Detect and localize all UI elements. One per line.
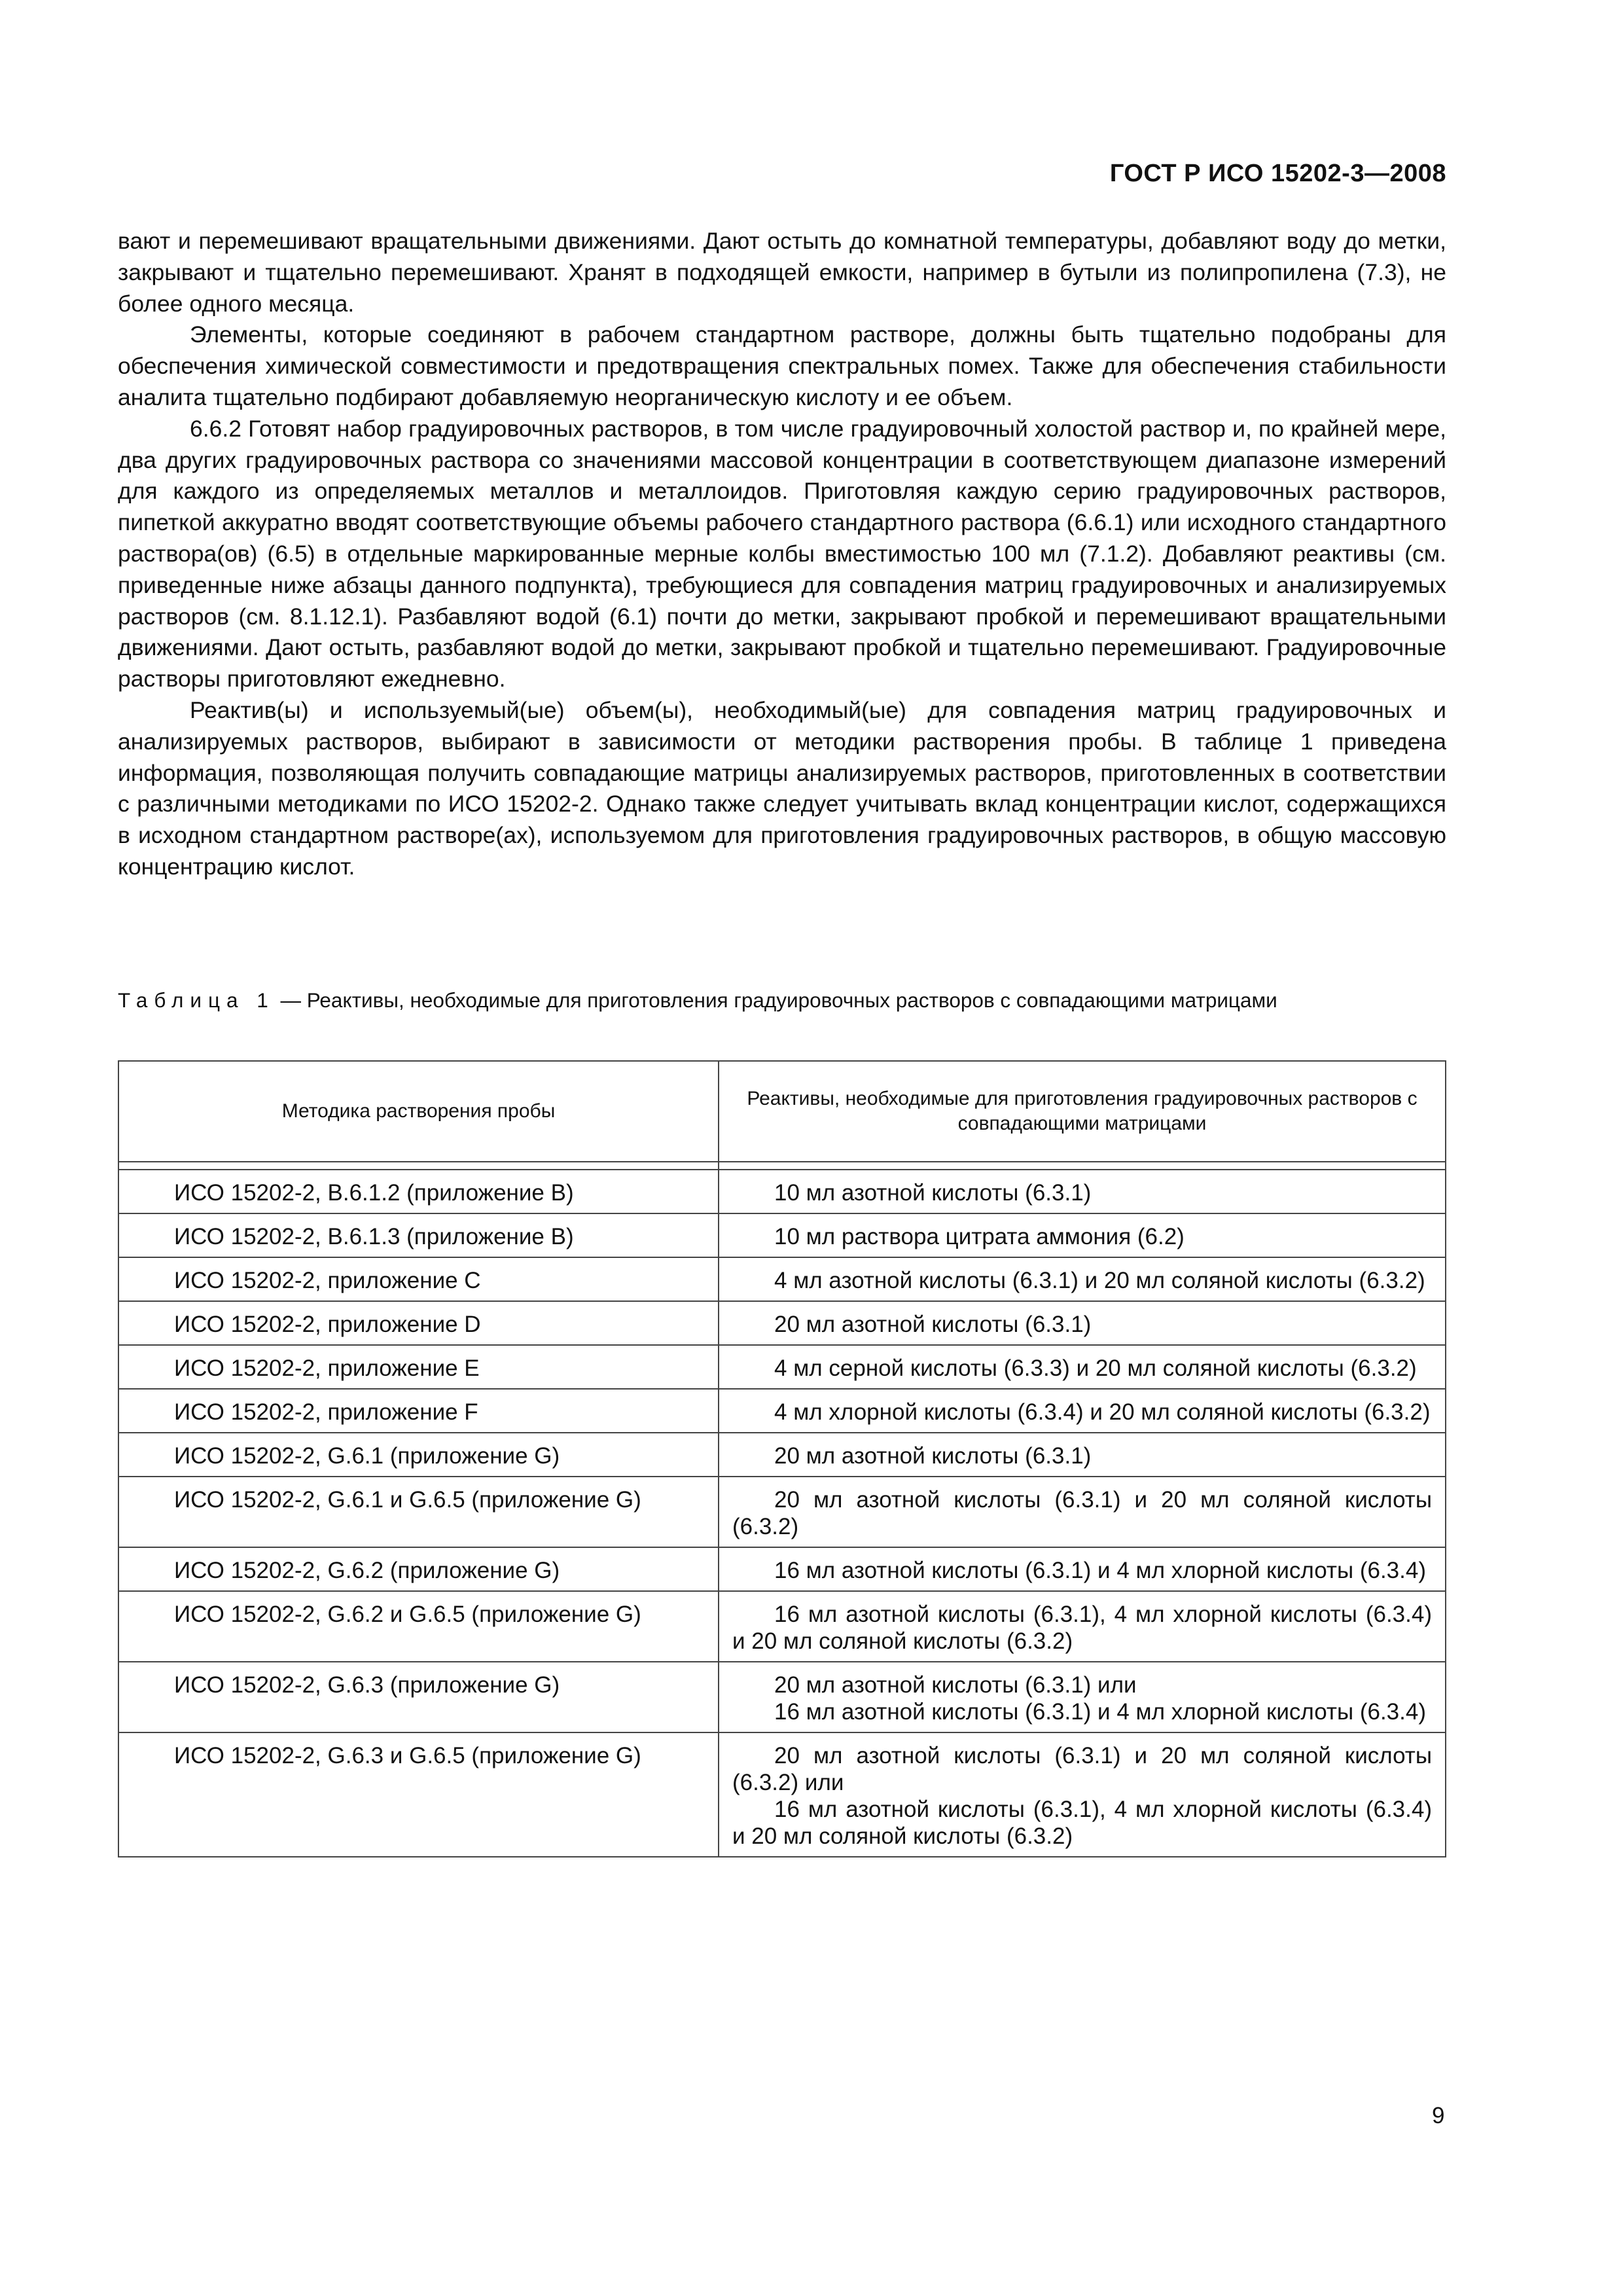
reagent-line: 20 мл азотной кислоты (6.3.1) <box>774 1443 1092 1469</box>
reagents-cell <box>719 1433 1446 1477</box>
column-header-reagents: Реактивы, необходимые для приготовления градуировочных растворов с совпадающими матрицами <box>719 1061 1446 1162</box>
body-text <box>118 226 1446 883</box>
reagents-cell <box>719 1301 1446 1345</box>
table-row <box>118 1477 1446 1547</box>
table-row <box>118 1591 1446 1662</box>
reagent-line: 16 мл азотной кислоты (6.3.1), 4 мл хлорной кислоты (6.3.4) и 20 мл соляной кислоты (6.3.2) <box>732 1797 1432 1849</box>
method-cell: ИСО 15202-2, приложение Е <box>118 1345 719 1389</box>
document-code: ГОСТ Р ИСО 15202-3—2008 <box>1109 160 1446 187</box>
table-row <box>118 1662 1446 1732</box>
reagent-line: 4 мл хлорной кислоты (6.3.4) и 20 мл соляной кислоты (6.3.2) <box>774 1399 1431 1425</box>
method-cell: ИСО 15202-2, В.6.1.3 (приложение В) <box>118 1213 719 1257</box>
reagent-line: 4 мл азотной кислоты (6.3.1) и 20 мл соляной кислоты (6.3.2) <box>774 1268 1425 1293</box>
reagent-line: 10 мл азотной кислоты (6.3.1) <box>774 1180 1092 1206</box>
paragraph: 6.6.2 Готовят набор градуировочных растворов, в том числе градуировочный холостой раствор и, по крайней мере, два других градуировочных раствора со значениями массовой концентрации в соответствующем диапазоне измерений для каждого из определяемых металлов и металлоидов. Приготовляя каждую серию градуировочных растворов, пипеткой аккуратно вводят соответствующие объемы рабочего стандартного раствора (6.6.1) или исходного стандартного раствора(ов) (6.5) в отдельные маркированные мерные колбы вместимостью 100 мл (7.1.2). Добавляют реактивы (см. приведенные ниже абзацы данного подпункта), требующиеся для совпадения матриц градуировочных и анализируемых растворов (см. 8.1.12.1). Разбавляют водой (6.1) почти до метки, закрывают пробкой и перемешивают вращательными движениями. Дают остыть, разбавляют водой до метки, закрывают пробкой и тщательно перемешивают. Градуировочные растворы приготовляют ежедневно. <box>118 415 1446 692</box>
table-caption-text: — Реактивы, необходимые для приготовления градуировочных растворов с совпадающими матрицами <box>274 988 1277 1012</box>
table-row <box>118 1547 1446 1591</box>
reagent-line: 4 мл серной кислоты (6.3.3) и 20 мл соляной кислоты (6.3.2) <box>774 1355 1417 1381</box>
table-row <box>118 1433 1446 1477</box>
reagents-cell <box>719 1345 1446 1389</box>
method-cell: ИСО 15202-2, G.6.2 и G.6.5 (приложение G) <box>118 1591 719 1662</box>
method-cell: ИСО 15202-2, G.6.1 и G.6.5 (приложение G) <box>118 1477 719 1547</box>
table-row <box>118 1301 1446 1345</box>
method-cell: ИСО 15202-2, приложение D <box>118 1301 719 1345</box>
table-row <box>118 1732 1446 1857</box>
reagents-cell <box>719 1547 1446 1591</box>
reagent-line: 20 мл азотной кислоты (6.3.1) или <box>774 1672 1137 1698</box>
table-caption <box>118 987 1446 1013</box>
method-cell: ИСО 15202-2, G.6.3 и G.6.5 (приложение G) <box>118 1732 719 1857</box>
method-cell: ИСО 15202-2, приложение F <box>118 1389 719 1433</box>
reagents-cell <box>719 1170 1446 1213</box>
page-number: 9 <box>1432 2103 1445 2128</box>
method-cell: ИСО 15202-2, G.6.2 (приложение G) <box>118 1547 719 1591</box>
column-header-method: Методика растворения пробы <box>118 1061 719 1162</box>
table-row <box>118 1170 1446 1213</box>
reagent-line: 16 мл азотной кислоты (6.3.1) и 4 мл хлорной кислоты (6.3.4) <box>774 1558 1426 1583</box>
method-cell: ИСО 15202-2, приложение С <box>118 1257 719 1301</box>
reagents-cell <box>719 1477 1446 1547</box>
reagent-line: 20 мл азотной кислоты (6.3.1) <box>774 1312 1092 1337</box>
method-cell: ИСО 15202-2, В.6.1.2 (приложение В) <box>118 1170 719 1213</box>
table-header-row <box>118 1061 1446 1162</box>
table-row <box>118 1257 1446 1301</box>
reagents-cell <box>719 1389 1446 1433</box>
paragraph: Реактив(ы) и используемый(ые) объем(ы), необходимый(ые) для совпадения матриц градуировочных и анализируемых растворов, выбирают в зависимости от методики растворения пробы. В таблице 1 приведена информация, позволяющая получить совпадающие матрицы анализируемых растворов, приготовленных в соответствии с различными методиками по ИСО 15202-2. Однако также следует учитывать вклад концентрации кислот, содержащихся в исходном стандартном растворе(ах), используемом для приготовления градуировочных растворов, в общую массовую концентрацию кислот. <box>118 696 1446 880</box>
reagents-cell <box>719 1257 1446 1301</box>
paragraph: Элементы, которые соединяют в рабочем стандартном растворе, должны быть тщательно подобраны для обеспечения химической совместимости и предотвращения спектральных помех. Также для обеспечения стабильности аналита тщательно подбирают добавляемую неорганическую кислоту и ее объем. <box>118 321 1446 410</box>
reagents-cell <box>719 1732 1446 1857</box>
reagents-cell <box>719 1591 1446 1662</box>
reagents-cell <box>719 1662 1446 1732</box>
paragraph: вают и перемешивают вращательными движениями. Дают остыть до комнатной температуры, добавляют воду до метки, закрывают и тщательно перемешивают. Хранят в подходящей емкости, например в бутыли из полипропилена (7.3), не более одного месяца. <box>118 228 1446 317</box>
reagents-table <box>118 1060 1446 1857</box>
method-cell: ИСО 15202-2, G.6.1 (приложение G) <box>118 1433 719 1477</box>
separator-cell <box>118 1162 719 1170</box>
reagent-line: 20 мл азотной кислоты (6.3.1) и 20 мл соляной кислоты (6.3.2) или <box>732 1743 1432 1795</box>
reagents-cell <box>719 1213 1446 1257</box>
header-separator <box>118 1162 1446 1170</box>
reagent-line: 16 мл азотной кислоты (6.3.1), 4 мл хлорной кислоты (6.3.4) и 20 мл соляной кислоты (6.3.2) <box>732 1602 1432 1654</box>
table-row <box>118 1345 1446 1389</box>
table-caption-label: Таблица 1 <box>118 988 275 1012</box>
method-cell: ИСО 15202-2, G.6.3 (приложение G) <box>118 1662 719 1732</box>
table-row <box>118 1213 1446 1257</box>
separator-cell <box>719 1162 1446 1170</box>
reagent-line: 20 мл азотной кислоты (6.3.1) и 20 мл соляной кислоты (6.3.2) <box>732 1487 1432 1539</box>
table-row <box>118 1389 1446 1433</box>
reagent-line: 10 мл раствора цитрата аммония (6.2) <box>774 1224 1185 1249</box>
reagent-line: 16 мл азотной кислоты (6.3.1) и 4 мл хлорной кислоты (6.3.4) <box>774 1699 1426 1725</box>
